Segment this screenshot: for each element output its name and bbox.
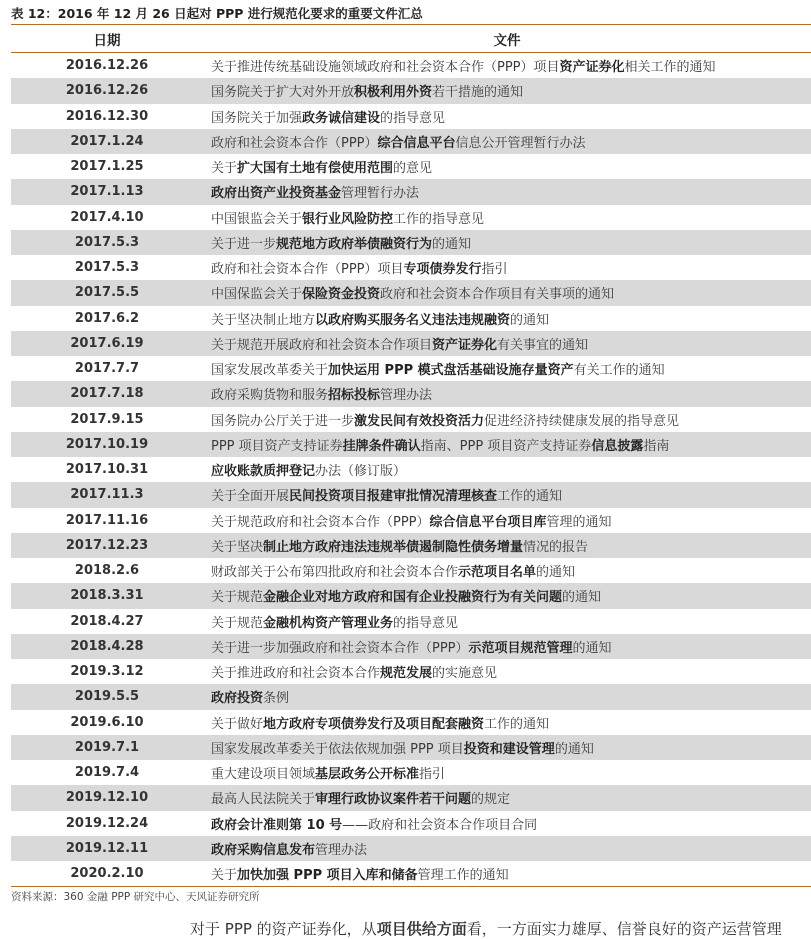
table-row [11,255,811,280]
doc-emphasis: 政府投资 [211,691,264,707]
row-document [203,56,811,75]
table-row [11,129,811,154]
doc-text-segment: 若干措施的通知 [432,85,524,101]
table-row [11,811,811,836]
doc-text-segment: 信息公开管理暂行办法 [455,135,586,151]
row-document [203,511,811,530]
table-row [11,78,811,103]
row-date: 2018.4.27 [70,613,144,629]
doc-text-segment: 工作的指导意见 [393,211,485,227]
row-document [203,460,811,479]
doc-emphasis: 政府会计准则第 10 号 [211,817,343,833]
doc-text-segment: 的通知 [432,236,472,252]
row-date: 2019.12.24 [65,815,149,831]
doc-text-segment: 有关工作的通知 [573,363,665,379]
row-date: 2017.9.15 [70,411,144,427]
doc-text-segment: 情况的报告 [523,539,589,555]
doc-text-segment: 关于全面开展 [211,489,290,505]
table-row [11,836,811,861]
row-document [203,334,811,353]
doc-text-segment: 的规定 [471,792,511,808]
row-date: 2020.2.10 [70,866,144,882]
row-date: 2019.5.5 [74,689,140,705]
doc-text-segment: 的通知 [510,312,550,328]
row-document [203,233,811,252]
row-document [203,814,811,833]
row-document [203,258,811,277]
row-date: 2017.12.23 [65,537,149,553]
doc-text-segment: 办法（修订版） [315,464,407,480]
doc-text-segment: 国务院关于扩大对外开放 [211,85,355,101]
header-doc: 文件 [493,32,521,49]
row-document [203,182,811,201]
doc-emphasis: 应收账款质押登记 [211,464,316,480]
doc-emphasis: 保险资金投资 [302,287,381,303]
doc-text-segment: 国家发展改革委关于依法依规加强 PPP 项目 [211,741,464,757]
row-date: 2019.3.12 [70,664,144,680]
doc-text-segment: 对于 PPP 的资产证券化，从 [190,920,377,938]
doc-emphasis: 民间投资项目报建审批情况清理核查 [289,489,498,505]
doc-text-segment: ——政府和社会资本合作项目合同 [342,817,538,833]
table-row [11,583,811,608]
row-date: 2017.5.5 [74,285,140,301]
doc-emphasis: 金融企业对地方政府和国有企业投融资行为有关问题 [263,590,563,606]
doc-text-segment: 关于坚决制止地方 [211,312,316,328]
row-date: 2016.12.26 [65,58,149,74]
doc-text-segment: 关于 [211,868,238,884]
doc-text-segment: 的指导意见 [380,110,446,126]
table-body [11,53,811,886]
doc-text-segment: 政府和社会资本合作（PPP）项目 [211,262,404,278]
row-document [203,763,811,782]
doc-emphasis: 专项债券发行 [403,262,482,278]
row-document [203,384,811,403]
row-date: 2017.1.13 [70,184,144,200]
doc-text-segment: 指南 [643,438,670,454]
table-row [11,432,811,457]
table-row [11,609,811,634]
doc-text-segment: 工作的通知 [497,489,563,505]
doc-text-segment: 条例 [263,691,290,707]
doc-emphasis: 加快加强 PPP 项目入库和储备 [237,868,418,884]
doc-emphasis: 综合信息平台 [377,135,456,151]
row-date: 2017.7.18 [70,386,144,402]
row-date: 2017.6.19 [70,335,144,351]
doc-text-segment: 中国保监会关于 [211,287,303,303]
row-document [203,637,811,656]
table-row [11,861,811,886]
row-date: 2019.7.1 [74,739,140,755]
row-date: 2017.7.7 [74,361,140,377]
row-document [203,157,811,176]
doc-emphasis: 银行业风险防控 [302,211,394,227]
table-row [11,533,811,558]
doc-text-segment: 的指导意见 [393,615,459,631]
doc-text-segment: PPP 项目资产支持证券 [211,438,343,454]
row-date: 2016.12.26 [65,83,149,99]
row-document [203,561,811,580]
table-row [11,356,811,381]
row-document [203,309,811,328]
doc-text-segment: 的意见 [393,161,433,177]
table-row [11,53,811,78]
doc-text-segment: 指引 [419,767,446,783]
doc-text-segment: 中国银监会关于 [211,211,303,227]
row-document [203,208,811,227]
row-date: 2017.4.10 [70,209,144,225]
doc-text-segment: 的实施意见 [432,666,498,682]
table-row [11,306,811,331]
doc-emphasis: 制止地方政府违法违规举债遏制隐性债务增量 [263,539,524,555]
body-paragraph [190,918,782,939]
table-row [11,684,811,709]
row-document [203,788,811,807]
table-row [11,558,811,583]
doc-emphasis: 规范地方政府举债融资行为 [276,236,433,252]
row-document [203,662,811,681]
doc-emphasis: 政府出资产业投资基金 [211,186,342,202]
row-document [203,738,811,757]
table-row [11,179,811,204]
doc-text-segment: 关于进一步加强政府和社会资本合作（PPP） [211,640,469,656]
row-document [203,839,811,858]
table-row [11,760,811,785]
doc-text-segment: 管理办法 [380,388,433,404]
table-header [11,24,811,53]
doc-text-segment: 管理的通知 [546,514,612,530]
row-document [203,713,811,732]
doc-emphasis: 项目供给方面 [376,920,467,938]
row-date: 2017.11.16 [65,512,149,528]
doc-text-segment: 政府采购货物和服务 [211,388,329,404]
row-date: 2018.2.6 [74,563,140,579]
doc-text-segment: 管理暂行办法 [341,186,420,202]
doc-text-segment: 管理工作的通知 [417,868,509,884]
doc-text-segment: 最高人民法院关于 [211,792,316,808]
table-row [11,457,811,482]
table-row [11,659,811,684]
row-document [203,687,811,706]
doc-emphasis: 激发民间有效投资活力 [354,413,485,429]
row-date: 2017.10.31 [65,462,149,478]
doc-emphasis: 示范项目名单 [458,565,537,581]
table-row [11,735,811,760]
table-row [11,280,811,305]
table-row [11,710,811,735]
row-date: 2016.12.30 [65,108,149,124]
doc-emphasis: 政务诚信建设 [302,110,381,126]
row-date: 2019.6.10 [70,714,144,730]
doc-text-segment: 关于规范政府和社会资本合作（PPP） [211,514,430,530]
header-date: 日期 [93,32,121,49]
doc-emphasis: 地方政府专项债券发行及项目配套融资 [263,716,485,732]
row-date: 2019.7.4 [74,765,140,781]
doc-text-segment: 关于规范开展政府和社会资本合作项目 [211,337,433,353]
table-row [11,508,811,533]
doc-text-segment: 指南、PPP 项目资产支持证券 [420,438,592,454]
table-bottom-rule [11,886,811,887]
doc-emphasis: 金融机构资产管理业务 [263,615,394,631]
row-document [203,612,811,631]
doc-text-segment: 关于 [211,161,238,177]
row-document [203,81,811,100]
doc-text-segment: 有关事宜的通知 [497,337,589,353]
doc-text-segment: 工作的通知 [484,716,550,732]
row-date: 2019.12.11 [65,840,149,856]
doc-emphasis: 扩大国有土地有偿使用范围 [237,161,394,177]
doc-emphasis: 挂牌条件确认 [342,438,421,454]
doc-text-segment: 关于坚决 [211,539,264,555]
doc-text-segment: 关于进一步 [211,236,277,252]
doc-emphasis: 基层政务公开标准 [315,767,420,783]
doc-emphasis: 资产证券化 [432,337,498,353]
row-document [203,359,811,378]
doc-text-segment: 的通知 [572,640,612,656]
row-date: 2018.3.31 [70,588,144,604]
row-date: 2017.10.19 [65,436,149,452]
doc-text-segment: 促进经济持续健康发展的指导意见 [484,413,680,429]
doc-text-segment: 关于规范 [211,615,264,631]
doc-text-segment: 国家发展改革委关于 [211,363,329,379]
doc-emphasis: 信息披露 [591,438,644,454]
doc-text-segment: 国务院关于加强 [211,110,303,126]
doc-emphasis: 以政府购买服务名义违法违规融资 [315,312,511,328]
doc-emphasis: 积极利用外资 [354,85,433,101]
row-document [203,536,811,555]
regulation-table [11,24,811,887]
row-document [203,485,811,504]
doc-emphasis: 招标投标 [328,388,381,404]
row-date: 2017.5.3 [74,234,140,250]
doc-text-segment: 关于做好 [211,716,264,732]
table-row [11,785,811,810]
table-row [11,634,811,659]
table-caption: 表 12：2016 年 12 月 26 日起对 PPP 进行规范化要求的重要文件汇总 [11,6,423,21]
doc-text-segment: 的通知 [562,590,602,606]
row-date: 2017.5.3 [74,260,140,276]
doc-text-segment: 财政部关于公布第四批政府和社会资本合作 [211,565,459,581]
doc-text-segment: 关于规范 [211,590,264,606]
table-row [11,331,811,356]
table-row [11,230,811,255]
doc-emphasis: 示范项目规范管理 [468,640,573,656]
doc-text-segment: 政府和社会资本合作项目有关事项的通知 [380,287,615,303]
doc-text-segment: 关于推进政府和社会资本合作 [211,666,381,682]
row-document [203,864,811,883]
doc-emphasis: 投资和建设管理 [463,741,555,757]
doc-text-segment: 政府和社会资本合作（PPP） [211,135,378,151]
doc-text-segment: 的通知 [554,741,594,757]
doc-emphasis: 综合信息平台项目库 [429,514,547,530]
table-row [11,407,811,432]
doc-text-segment: 国务院办公厅关于进一步 [211,413,355,429]
doc-text-segment: 重大建设项目领域 [211,767,316,783]
row-document [203,107,811,126]
row-document [203,283,811,302]
row-document [203,435,811,454]
row-date: 2017.1.25 [70,159,144,175]
row-date: 2017.6.2 [74,310,140,326]
table-row [11,482,811,507]
source-note: 资料来源：360 金融 PPP 研究中心、天风证券研究所 [11,891,260,903]
doc-text-segment: 看，一方面实力雄厚、信誉良好的资产运营管理 [466,920,782,938]
row-date: 2017.1.24 [70,133,144,149]
row-document [203,410,811,429]
doc-text-segment: 的通知 [536,565,576,581]
table-row [11,104,811,129]
doc-text-segment: 关于推进传统基础设施领域政府和社会资本合作（PPP）项目 [211,60,560,76]
doc-text-segment: 指引 [481,262,508,278]
table-row [11,205,811,230]
row-date: 2018.4.28 [70,638,144,654]
table-row [11,154,811,179]
doc-text-segment: 相关工作的通知 [624,60,716,76]
row-document [203,132,811,151]
doc-emphasis: 规范发展 [380,666,433,682]
doc-emphasis: 资产证券化 [559,60,625,76]
row-date: 2017.11.3 [70,487,144,503]
doc-emphasis: 审理行政协议案件若干问题 [315,792,472,808]
table-row [11,381,811,406]
doc-emphasis: 加快运用 PPP 模式盘活基础设施存量资产 [328,363,574,379]
row-date: 2019.12.10 [65,790,149,806]
doc-text-segment: 管理办法 [315,842,368,858]
doc-emphasis: 政府采购信息发布 [211,842,316,858]
row-document [203,586,811,605]
